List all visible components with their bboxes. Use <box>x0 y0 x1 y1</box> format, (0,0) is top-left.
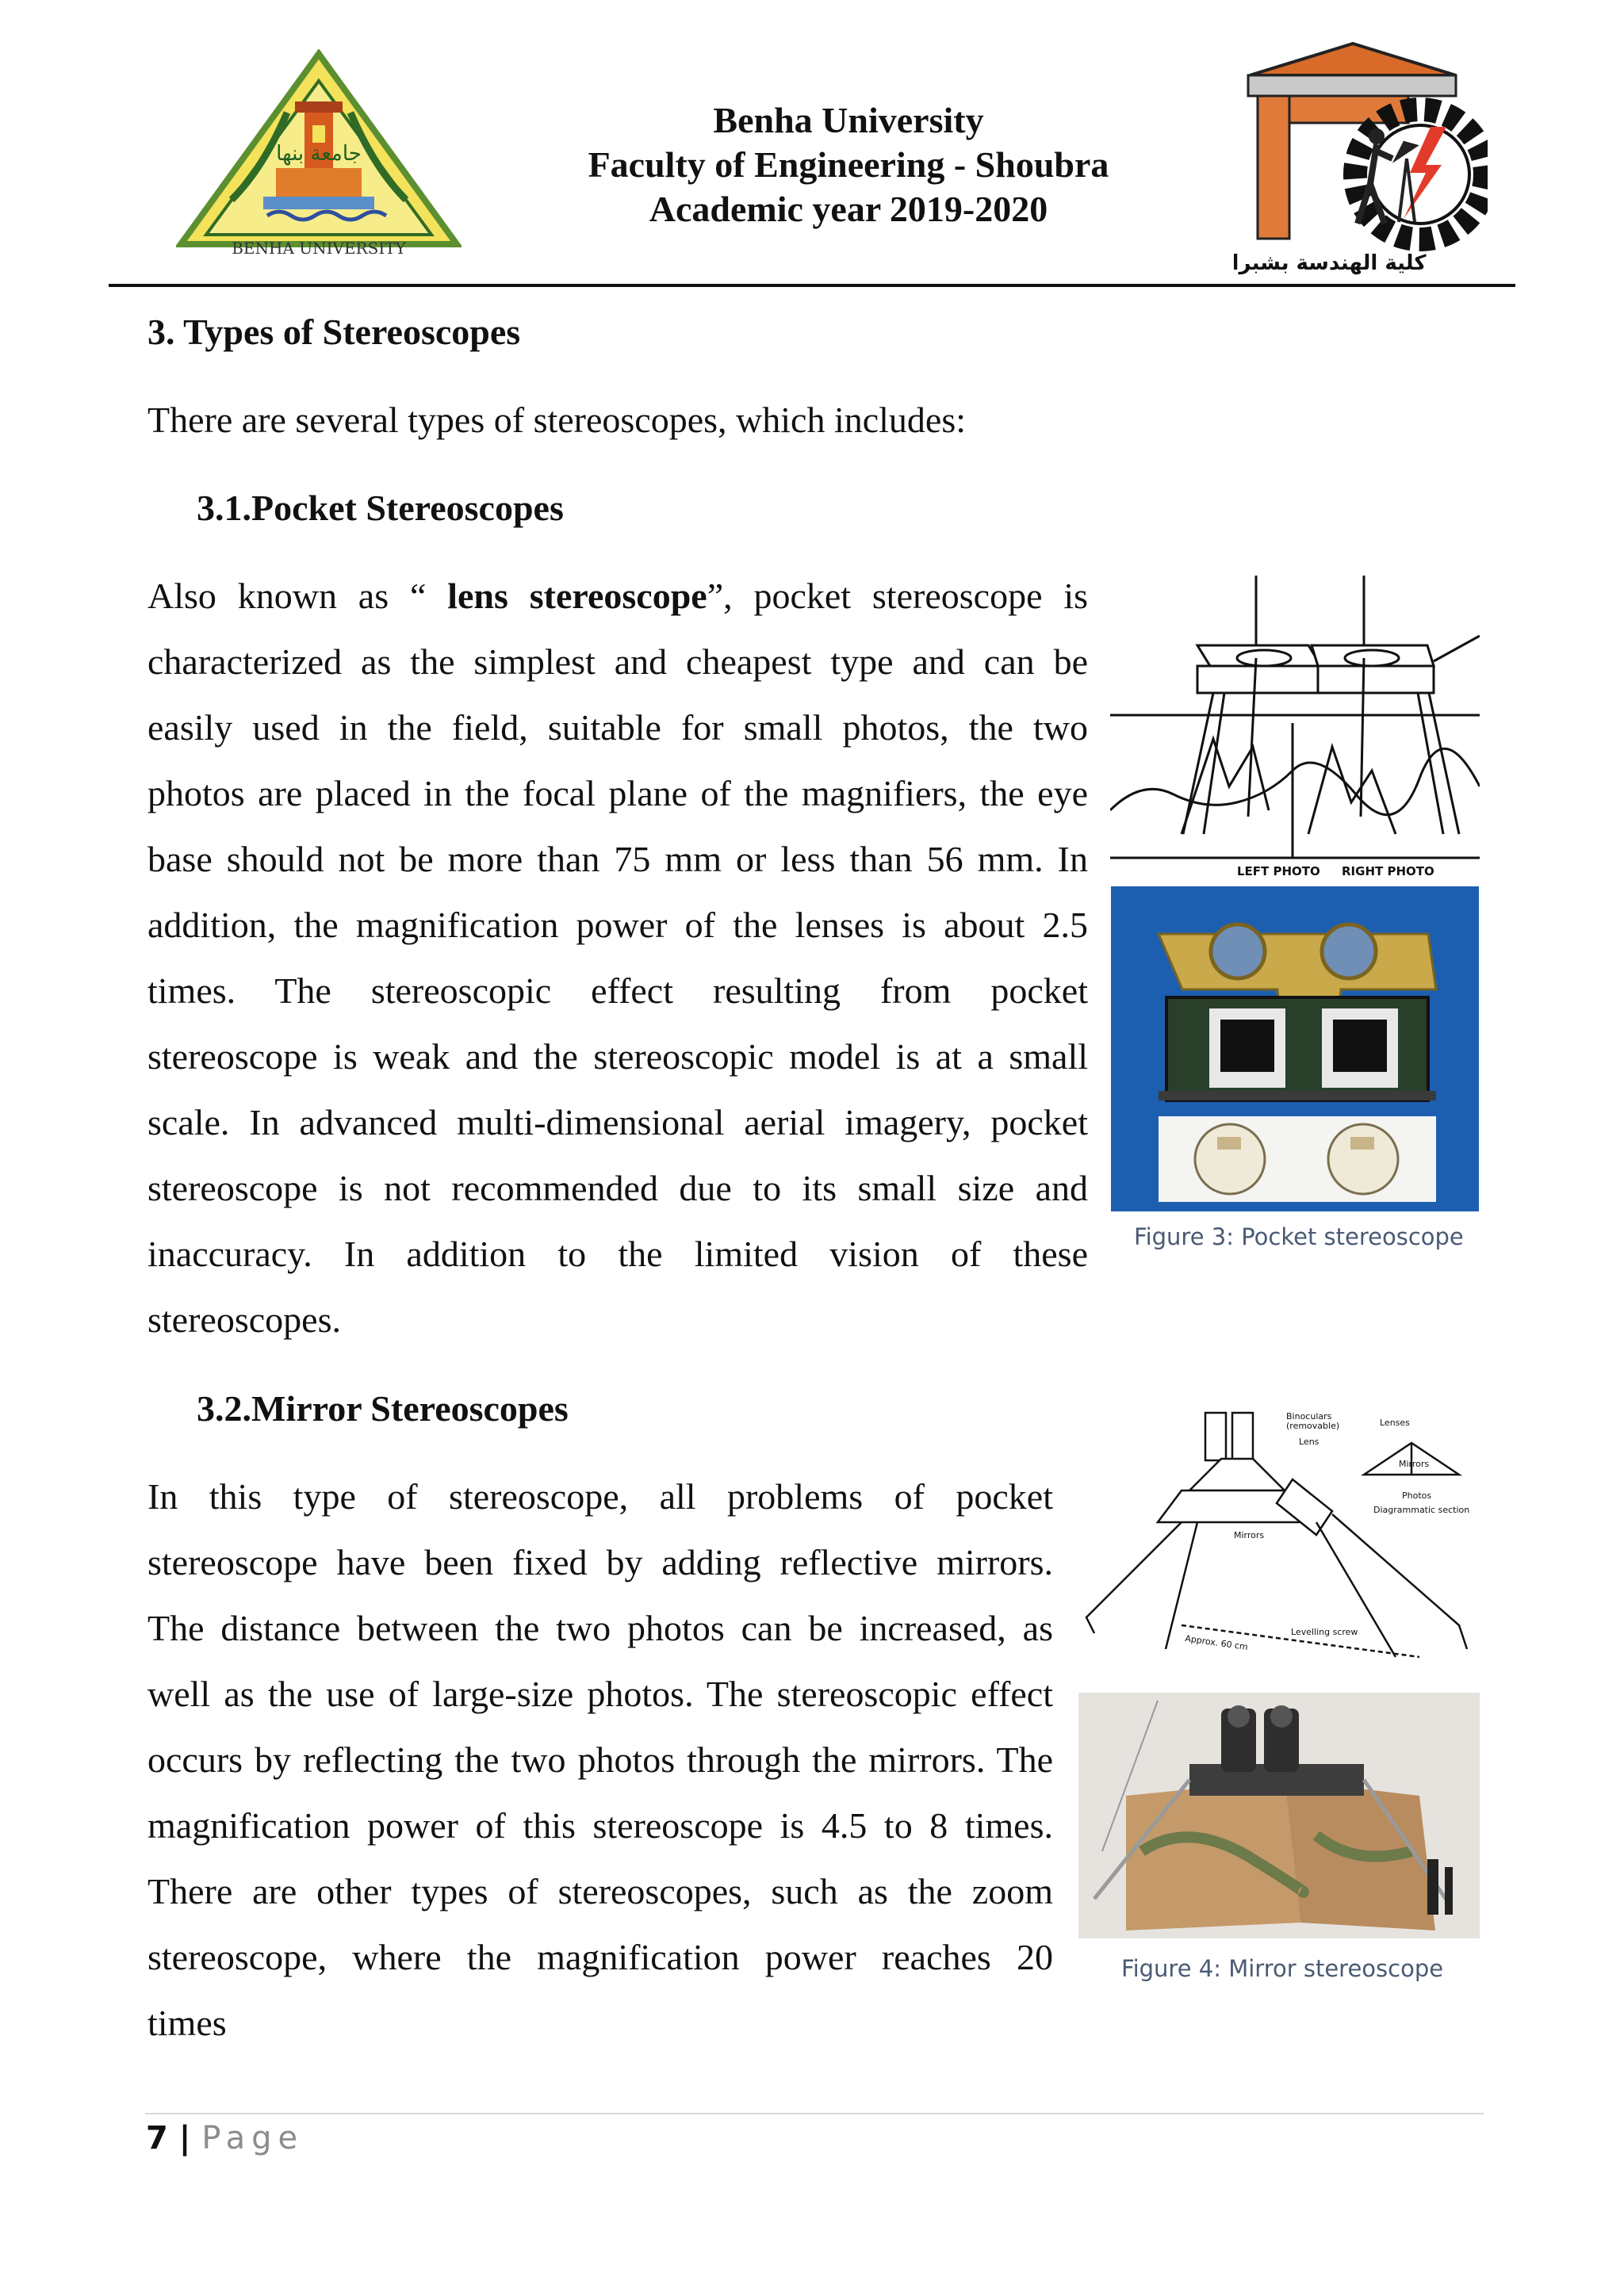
header-divider <box>109 284 1515 287</box>
faculty-logo-arabic: كلية الهندسة بشبرا <box>1234 251 1427 275</box>
figure-3-caption: Figure 3: Pocket stereoscope <box>1134 1223 1464 1250</box>
paragraph-line: In this type of stereoscope, all problems of pocket <box>147 1476 1053 1517</box>
paragraph-line: characterized as the simplest and cheapest type and can be <box>147 641 1088 682</box>
pocket-heading: 3.1.Pocket Stereoscopes <box>197 488 564 528</box>
label-mirrors-top: Mirrors <box>1399 1459 1430 1469</box>
paragraph-line: occurs by reflecting the two photos through the mirrors. The <box>147 1739 1053 1780</box>
paragraph-line: easily used in the field, suitable for small photos, the two <box>147 707 1088 748</box>
label-lenses: Lenses <box>1380 1418 1410 1428</box>
paragraph-line: times. The stereoscopic effect resulting from pocket <box>147 970 1088 1011</box>
page-word: Page <box>201 2120 304 2156</box>
footer-divider <box>145 2113 1484 2114</box>
section-title: 3. Types of Stereoscopes <box>147 312 521 352</box>
paragraph-line: magnification power of this stereoscope is 4.5 to 8 times. <box>147 1805 1053 1846</box>
pocket-stereoscope-diagram <box>1110 572 1480 883</box>
label-binoculars: Binoculars <box>1286 1411 1332 1422</box>
lens-stereoscope-term: lens stereoscope <box>447 576 707 616</box>
header-academic-year: Academic year 2019-2020 <box>649 189 1048 229</box>
header-faculty: Faculty of Engineering - Shoubra <box>588 144 1109 185</box>
header-university: Benha University <box>713 100 984 140</box>
label-removable: (removable) <box>1286 1421 1340 1431</box>
paragraph-line: photos are placed in the focal plane of the magnifiers, the eye <box>147 773 1088 813</box>
university-logo <box>176 49 462 255</box>
page-number: 7 <box>146 2120 168 2156</box>
paragraph-line: addition, the magnification power of the lenses is about 2.5 <box>147 905 1088 945</box>
label-levelling-screw: Levelling screw <box>1291 1627 1358 1637</box>
paragraph-line: Also known as “ lens stereoscope”, pocket stereoscope is <box>147 576 1088 616</box>
label-approx-distance: Approx. 60 cm <box>1184 1633 1249 1653</box>
label-lens: Lens <box>1299 1437 1320 1447</box>
paragraph-line: The distance between the two photos can be increased, as <box>147 1608 1053 1648</box>
label-section: Diagrammatic section <box>1373 1505 1470 1515</box>
label-mirrors: Mirrors <box>1234 1530 1265 1540</box>
figure-4-caption: Figure 4: Mirror stereoscope <box>1121 1955 1444 1982</box>
paragraph-line: stereoscope is weak and the stereoscopic model is at a small <box>147 1036 1088 1077</box>
page-separator: | <box>167 2120 202 2156</box>
header-title-block <box>555 98 1142 232</box>
paragraph-line: stereoscopes. <box>147 1299 341 1340</box>
paragraph-line: stereoscope, where the magnification power reaches 20 <box>147 1937 1053 1977</box>
label-photos: Photos <box>1402 1490 1432 1501</box>
paragraph-line: base should not be more than 75 mm or less than 56 mm. In <box>147 839 1088 879</box>
pocket-paragraph <box>147 563 1088 1353</box>
mirror-paragraph <box>147 1464 1053 2056</box>
paragraph-line: There are other types of stereoscopes, such as the zoom <box>147 1871 1053 1911</box>
university-logo-ring: BENHA UNIVERSITY <box>232 239 406 255</box>
pocket-stereoscope-photo <box>1111 886 1479 1211</box>
mirror-stereoscope-diagram <box>1078 1403 1480 1681</box>
left-photo-label: LEFT PHOTO <box>1237 864 1320 878</box>
mirror-stereoscope-photo <box>1078 1693 1480 1938</box>
section-intro: There are several types of stereoscopes, which includes: <box>147 400 967 440</box>
paragraph-line: inaccuracy. In addition to the limited vision of these <box>147 1234 1088 1274</box>
right-photo-label: RIGHT PHOTO <box>1342 864 1434 878</box>
paragraph-line: well as the use of large-size photos. The stereoscopic effect <box>147 1674 1053 1714</box>
paragraph-line: stereoscope is not recommended due to its small size and <box>147 1168 1088 1208</box>
paragraph-line: scale. In advanced multi-dimensional aerial imagery, pocket <box>147 1102 1088 1142</box>
paragraph-line: times <box>147 2003 227 2043</box>
page-footer <box>146 2120 304 2156</box>
university-logo-arabic: جامعة بنها <box>276 142 362 166</box>
paragraph-line: stereoscope have been fixed by adding reflective mirrors. <box>147 1542 1053 1582</box>
mirror-heading: 3.2.Mirror Stereoscopes <box>197 1388 569 1429</box>
faculty-logo <box>1234 40 1488 277</box>
